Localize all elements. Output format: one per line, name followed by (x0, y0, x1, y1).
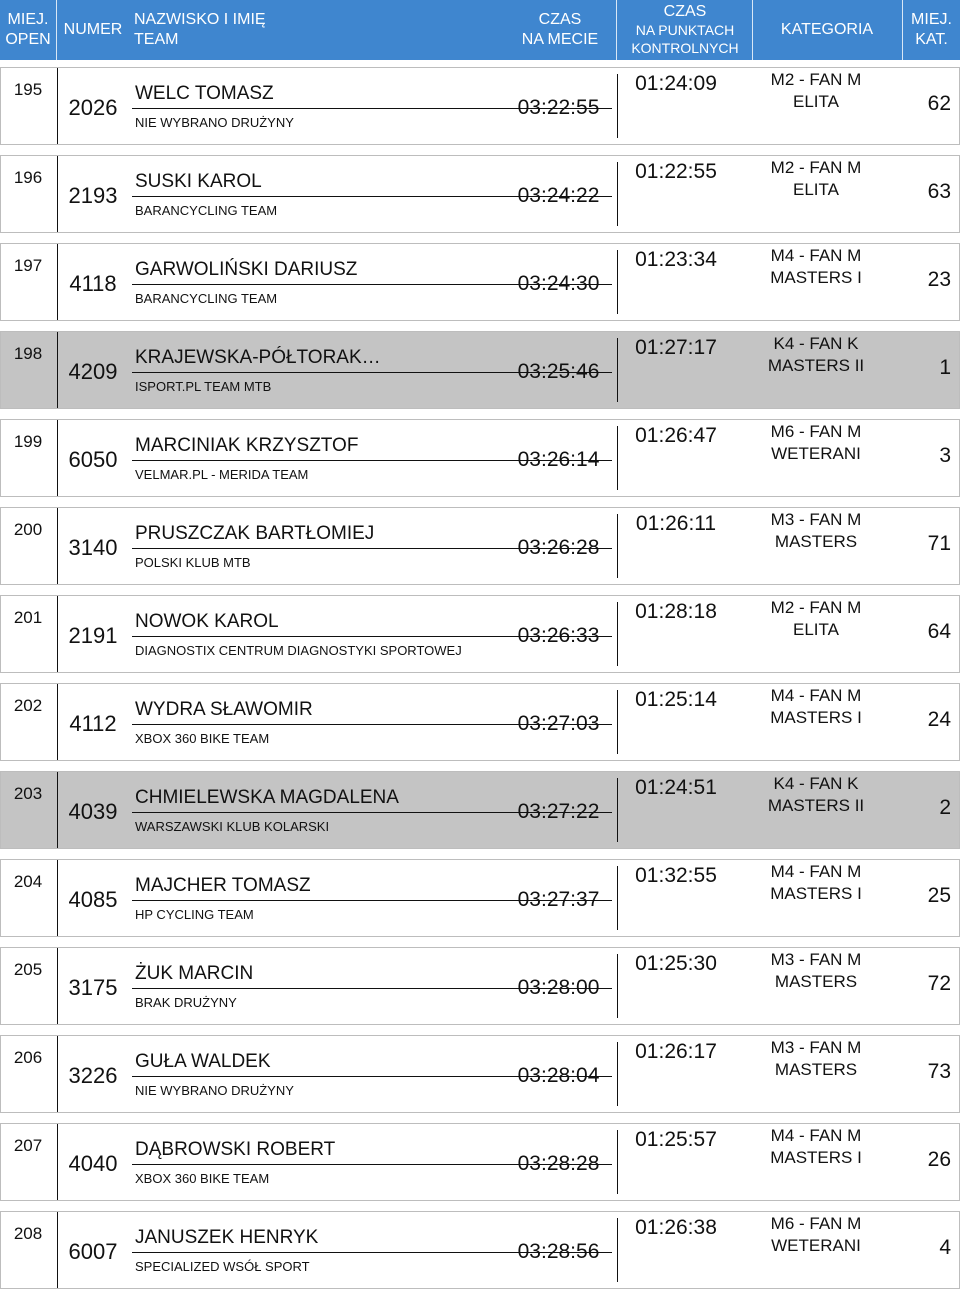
header-bib-label: NUMER (63, 21, 123, 38)
category-place: 1 (939, 356, 951, 379)
cell-divider (57, 244, 58, 320)
place-number: 199 (13, 432, 43, 451)
rider-name: MAJCHER TOMASZ (135, 875, 311, 896)
cell-divider (617, 602, 618, 666)
category-group: MASTERS I (770, 268, 862, 287)
category-code: M2 - FAN M (770, 598, 862, 617)
bib-number: 4040 (68, 1151, 118, 1176)
table-row (0, 67, 960, 145)
rider-name: SUSKI KAROL (135, 171, 262, 192)
team-name: XBOX 360 BIKE TEAM (135, 731, 270, 746)
rider-name: ŻUK MARCIN (135, 963, 254, 984)
team-name: NIE WYBRANO DRUŻYNY (135, 1083, 294, 1098)
checkpoint-time: 01:25:30 (635, 952, 717, 975)
checkpoint-time: 01:28:18 (635, 600, 717, 623)
category-place: 25 (927, 884, 951, 907)
header-checkpoint-line3: KONTROLNYCH (631, 40, 739, 56)
category-group: MASTERS II (767, 796, 865, 815)
cell-divider (617, 690, 618, 754)
cell-divider (57, 420, 58, 496)
cell-divider (57, 684, 58, 760)
category-place: 64 (927, 620, 951, 643)
category-code: M2 - FAN M (770, 158, 862, 177)
header-finish-time (505, 0, 615, 60)
team-name: VELMAR.PL - MERIDA TEAM (135, 467, 309, 482)
header-category (752, 0, 902, 60)
table-header (0, 0, 960, 60)
team-name: POLSKI KLUB MTB (135, 555, 251, 570)
cell-divider (617, 866, 618, 930)
category-place: 63 (927, 180, 951, 203)
cell-divider (57, 1124, 58, 1200)
header-category-label: KATEGORIA (780, 21, 874, 38)
category-place: 72 (927, 972, 951, 995)
table-row (0, 595, 960, 673)
cell-divider (617, 778, 618, 842)
cell-divider (617, 1042, 618, 1106)
category-group: MASTERS (774, 1060, 858, 1079)
rider-name: PRUSZCZAK BARTŁOMIEJ (135, 523, 375, 544)
checkpoint-time: 01:27:17 (635, 336, 717, 359)
rider-name: CHMIELEWSKA MAGDALENA (135, 787, 399, 808)
header-place-open-line1: MIEJ. (7, 11, 49, 28)
table-row (0, 507, 960, 585)
table-row (0, 859, 960, 937)
cell-divider (57, 772, 58, 848)
bib-number: 2026 (68, 95, 118, 120)
finish-time: 03:28:00 (517, 976, 600, 999)
checkpoint-time: 01:25:57 (635, 1128, 717, 1151)
place-number: 201 (13, 608, 43, 627)
team-name: BARANCYCLING TEAM (135, 291, 278, 306)
category-place: 26 (927, 1148, 951, 1171)
checkpoint-time: 01:26:17 (635, 1040, 717, 1063)
rider-name: MARCINIAK KRZYSZTOF (135, 435, 359, 456)
finish-time: 03:24:30 (517, 272, 600, 295)
header-place-open (0, 0, 56, 60)
place-number: 205 (13, 960, 43, 979)
header-team-label: TEAM (134, 31, 179, 48)
cell-divider (57, 68, 58, 144)
rider-name: JANUSZEK HENRYK (135, 1227, 319, 1248)
bib-number: 3140 (68, 535, 118, 560)
team-name: XBOX 360 BIKE TEAM (135, 1171, 270, 1186)
cell-divider (617, 1130, 618, 1194)
place-number: 203 (13, 784, 43, 803)
finish-time: 03:28:04 (517, 1064, 600, 1087)
finish-time: 03:26:28 (517, 536, 600, 559)
cell-divider (617, 954, 618, 1018)
finish-time: 03:27:37 (517, 888, 600, 911)
table-row (0, 771, 960, 849)
table-row (0, 419, 960, 497)
category-code: M3 - FAN M (770, 510, 862, 529)
category-code: K4 - FAN K (773, 774, 859, 793)
header-checkpoint-line1: CZAS (663, 3, 707, 20)
place-number: 204 (13, 872, 43, 891)
category-group: MASTERS I (770, 884, 862, 903)
cell-divider (617, 250, 618, 314)
category-place: 73 (927, 1060, 951, 1083)
checkpoint-time: 01:32:55 (635, 864, 717, 887)
header-place-open-line2: OPEN (5, 31, 51, 48)
cell-divider (57, 332, 58, 408)
team-name: NIE WYBRANO DRUŻYNY (135, 115, 294, 130)
place-number: 202 (13, 696, 43, 715)
cell-divider (617, 514, 618, 578)
category-code: M4 - FAN M (770, 246, 862, 265)
place-number: 197 (13, 256, 43, 275)
category-code: M4 - FAN M (770, 686, 862, 705)
bib-number: 6007 (68, 1239, 118, 1264)
team-name: DIAGNOSTIX CENTRUM DIAGNOSTYKI SPORTOWEJ (135, 643, 462, 658)
rider-name: KRAJEWSKA-PÓŁTORAK… (135, 347, 381, 368)
category-group: ELITA (793, 620, 839, 639)
team-name: BARANCYCLING TEAM (135, 203, 278, 218)
category-group: WETERANI (771, 1236, 861, 1255)
rider-name: NOWOK KAROL (135, 611, 279, 632)
finish-time: 03:27:03 (517, 712, 600, 735)
category-place: 23 (927, 268, 951, 291)
table-row (0, 947, 960, 1025)
bib-number: 4209 (68, 359, 118, 384)
team-name: BRAK DRUŻYNY (135, 995, 237, 1010)
category-code: M3 - FAN M (770, 1038, 862, 1057)
place-number: 208 (13, 1224, 43, 1243)
category-group: MASTERS (774, 972, 858, 991)
checkpoint-time: 01:23:34 (635, 248, 717, 271)
team-name: HP CYCLING TEAM (135, 907, 254, 922)
header-divider (56, 0, 57, 60)
checkpoint-time: 01:26:47 (635, 424, 717, 447)
bib-number: 4039 (68, 799, 118, 824)
place-number: 198 (13, 344, 43, 363)
category-group: ELITA (793, 180, 839, 199)
category-code: M4 - FAN M (770, 862, 862, 881)
place-number: 195 (13, 80, 43, 99)
header-divider (616, 0, 617, 60)
header-place-cat (903, 0, 960, 60)
bib-number: 2193 (68, 183, 118, 208)
cell-divider (57, 860, 58, 936)
category-place: 3 (939, 444, 951, 467)
header-name-label: NAZWISKO I IMIĘ (134, 11, 266, 28)
place-number: 207 (13, 1136, 43, 1155)
cell-divider (57, 1212, 58, 1288)
category-group: MASTERS I (770, 708, 862, 727)
place-number: 206 (13, 1048, 43, 1067)
cell-divider (617, 74, 618, 138)
category-place: 4 (939, 1236, 951, 1259)
bib-number: 6050 (68, 447, 118, 472)
team-name: WARSZAWSKI KLUB KOLARSKI (135, 819, 330, 834)
table-row (0, 331, 960, 409)
rider-name: WELC TOMASZ (135, 83, 274, 104)
category-place: 71 (927, 532, 951, 555)
finish-time: 03:22:55 (517, 96, 600, 119)
checkpoint-time: 01:25:14 (635, 688, 717, 711)
cell-divider (57, 948, 58, 1024)
team-name: ISPORT.PL TEAM MTB (135, 379, 272, 394)
rider-name: DĄBROWSKI ROBERT (135, 1139, 336, 1160)
category-code: M6 - FAN M (770, 1214, 862, 1233)
finish-time: 03:26:14 (517, 448, 600, 471)
checkpoint-time: 01:24:51 (635, 776, 717, 799)
cell-divider (617, 426, 618, 490)
header-finish-line1: CZAS (538, 11, 582, 28)
category-place: 62 (927, 92, 951, 115)
cell-divider (57, 508, 58, 584)
team-name: SPECIALIZED WSÓŁ SPORT (135, 1259, 310, 1274)
header-place-cat-line2: KAT. (915, 31, 948, 48)
category-group: MASTERS (774, 532, 858, 551)
bib-number: 3175 (68, 975, 118, 1000)
cell-divider (57, 1036, 58, 1112)
cell-divider (57, 156, 58, 232)
place-number: 196 (13, 168, 43, 187)
header-checkpoint-time (620, 0, 750, 60)
category-code: K4 - FAN K (773, 334, 859, 353)
finish-time: 03:26:33 (517, 624, 600, 647)
table-row (0, 1035, 960, 1113)
finish-time: 03:28:28 (517, 1152, 600, 1175)
header-finish-line2: NA MECIE (521, 31, 599, 48)
checkpoint-time: 01:24:09 (635, 72, 717, 95)
checkpoint-time: 01:22:55 (635, 160, 717, 183)
finish-time: 03:25:46 (517, 360, 600, 383)
category-code: M3 - FAN M (770, 950, 862, 969)
place-number: 200 (13, 520, 43, 539)
category-code: M2 - FAN M (770, 70, 862, 89)
rider-name: GARWOLIŃSKI DARIUSZ (135, 259, 358, 280)
cell-divider (57, 596, 58, 672)
category-group: MASTERS II (767, 356, 865, 375)
table-row (0, 683, 960, 761)
category-group: WETERANI (771, 444, 861, 463)
category-group: ELITA (793, 92, 839, 111)
cell-divider (617, 338, 618, 402)
checkpoint-time: 01:26:38 (635, 1216, 717, 1239)
header-bib (60, 0, 126, 60)
finish-time: 03:28:56 (517, 1240, 600, 1263)
table-row (0, 155, 960, 233)
bib-number: 3226 (68, 1063, 118, 1088)
bib-number: 4085 (68, 887, 118, 912)
finish-time: 03:27:22 (517, 800, 600, 823)
category-code: M6 - FAN M (770, 422, 862, 441)
bib-number: 4118 (69, 271, 117, 296)
bib-number: 4112 (69, 711, 117, 736)
category-code: M4 - FAN M (770, 1126, 862, 1145)
table-row (0, 1211, 960, 1289)
bib-number: 2191 (68, 623, 118, 648)
header-place-cat-line1: MIEJ. (911, 11, 952, 28)
category-place: 2 (939, 796, 951, 819)
category-place: 24 (927, 708, 951, 731)
header-checkpoint-line2: NA PUNKTACH (635, 22, 735, 38)
category-group: MASTERS I (770, 1148, 862, 1167)
header-name-team (134, 0, 284, 60)
rider-name: WYDRA SŁAWOMIR (135, 699, 313, 720)
table-row (0, 243, 960, 321)
checkpoint-time: 01:26:11 (635, 512, 717, 535)
finish-time: 03:24:22 (517, 184, 600, 207)
cell-divider (617, 1218, 618, 1282)
cell-divider (617, 162, 618, 226)
rider-name: GUŁA WALDEK (135, 1051, 271, 1072)
table-row (0, 1123, 960, 1201)
